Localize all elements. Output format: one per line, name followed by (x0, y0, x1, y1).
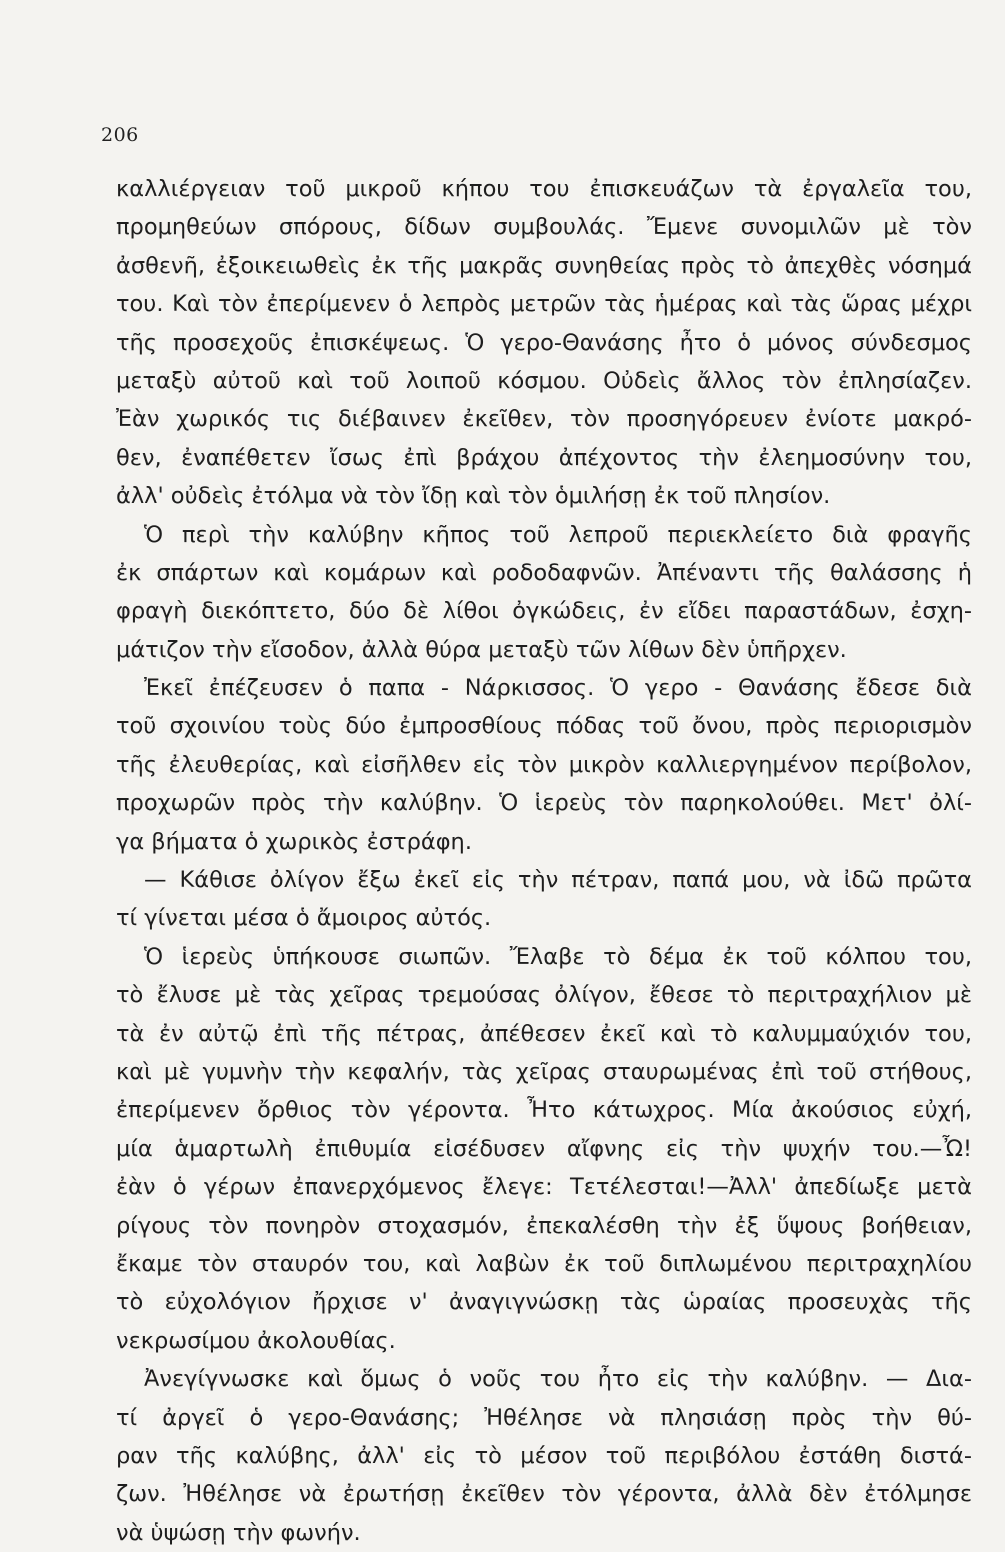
text-line: τῆς ἐλευθερίας, καὶ εἰσῆλθεν εἰς τὸν μικρὸν καλλιεργημένον περίβολον, (116, 751, 972, 778)
text-line: ρίγους τὸν πονηρὸν στοχασμόν, ἐπεκαλέσθη τὴν ἐξ ὕψους βοήθειαν, (116, 1212, 972, 1239)
text-line: ἔκαμε τὸν σταυρόν του, καὶ λαβὼν ἐκ τοῦ διπλωμένου περιτραχηλίου (116, 1250, 972, 1277)
text-line: τοῦ σχοινίου τοὺς δύο ἐμπροσθίους πόδας τοῦ ὄνου, πρὸς περιορισμὸν (116, 713, 972, 740)
text-line: μία ἁμαρτωλὴ ἐπιθυμία εἰσέδυσεν αἴφνης εἰς τὴν ψυχήν του.—Ὦ! (116, 1135, 972, 1162)
text-line: νὰ ὑψώσῃ τὴν φωνήν. (116, 1519, 361, 1546)
text-line: γα βήματα ὁ χωρικὸς ἐστράφη. (116, 828, 472, 855)
text-line: τί ἀργεῖ ὁ γερο-Θανάσης; Ἠθέλησε νὰ πλησιάσῃ πρὸς τὴν θύ- (116, 1404, 972, 1431)
text-line: καλλιέργειαν τοῦ μικροῦ κήπου του ἐπισκευάζων τὰ ἐργαλεῖα του, (116, 176, 972, 202)
text-line: ζων. Ἠθέλησε νὰ ἐρωτήσῃ ἐκεῖθεν τὸν γέροντα, ἀλλὰ δὲν ἐτόλμησε (116, 1481, 972, 1508)
text-line: ἀλλ' οὐδεὶς ἐτόλμα νὰ τὸν ἴδῃ καὶ τὸν ὁμιλήσῃ ἐκ τοῦ πλησίον. (116, 483, 831, 510)
text-line: καὶ μὲ γυμνὴν τὴν κεφαλήν, τὰς χεῖρας σταυρωμένας ἐπὶ τοῦ στήθους, (116, 1058, 972, 1085)
text-line: ἀσθενῆ, ἐξοικειωθεὶς ἐκ τῆς μακρᾶς συνηθείας πρὸς τὸ ἀπεχθὲς νόσημά (116, 252, 972, 279)
text-line: τὸ ἔλυσε μὲ τὰς χεῖρας τρεμούσας ὀλίγον, ἔθεσε τὸ περιτραχήλιον μὲ (116, 982, 972, 1009)
text-line: νεκρωσίμου ἀκολουθίας. (116, 1327, 396, 1354)
text-line: τῆς προσεχοῦς ἐπισκέψεως. Ὁ γερο-Θανάσης ἦτο ὁ μόνος σύνδεσμος (116, 329, 972, 356)
text-line: τὰ ἐν αὐτῷ ἐπὶ τῆς πέτρας, ἀπέθεσεν ἐκεῖ καὶ τὸ καλυμμαύχιόν του, (116, 1020, 972, 1047)
text-line: — Κάθισε ὀλίγον ἔξω ἐκεῖ εἰς τὴν πέτραν, παπά μου, νὰ ἰδῶ πρῶτα (144, 867, 972, 894)
text-line: Ἐὰν χωρικός τις διέβαινεν ἐκεῖθεν, τὸν προσηγόρευεν ἐνίοτε μακρό- (116, 406, 972, 433)
text-line: ἐπερίμενεν ὄρθιος τὸν γέροντα. Ἦτο κάτωχρος. Μία ἀκούσιος εὐχή, (116, 1097, 972, 1124)
text-line: φραγὴ διεκόπτετο, δύο δὲ λίθοι ὀγκώδεις, ἐν εἴδει παραστάδων, ἐσχη- (116, 598, 972, 625)
text-line: Ὁ περὶ τὴν καλύβην κῆπος τοῦ λεπροῦ περιεκλείετο διὰ φραγῆς (144, 521, 972, 548)
text-line: Ἐκεῖ ἐπέζευσεν ὁ παπα - Νάρκισσος. Ὁ γερο - Θανάσης ἔδεσε διὰ (144, 675, 972, 702)
text-line: προχωρῶν πρὸς τὴν καλύβην. Ὁ ἱερεὺς τὸν παρηκολούθει. Μετ' ὀλί- (116, 790, 972, 817)
text-line: ἐὰν ὁ γέρων ἐπανερχόμενος ἔλεγε: Τετέλεσται!—Ἀλλ' ἀπεδίωξε μετὰ (116, 1174, 972, 1201)
text-line: ἐκ σπάρτων καὶ κομάρων καὶ ροδοδαφνῶν. Ἀπέναντι τῆς θαλάσσης ἡ (116, 559, 972, 586)
text-line: τὸ εὐχολόγιον ἤρχισε ν' ἀναγιγνώσκῃ τὰς ὡραίας προσευχὰς τῆς (116, 1289, 972, 1316)
text-line: προμηθεύων σπόρους, δίδων συμβουλάς. Ἔμενε συνομιλῶν μὲ τὸν (116, 214, 972, 241)
body-text (116, 170, 972, 1552)
page-number: 206 (101, 124, 139, 146)
text-line: μάτιζον τὴν εἴσοδον, ἀλλὰ θύρα μεταξὺ τῶν λίθων δὲν ὑπῆρχεν. (116, 636, 847, 663)
text-line: του. Καὶ τὸν ἐπερίμενεν ὁ λεπρὸς μετρῶν τὰς ἡμέρας καὶ τὰς ὥρας μέχρι (116, 291, 972, 318)
text-line: τί γίνεται μέσα ὁ ἄμοιρος αὐτός. (116, 905, 492, 932)
text-line: ραν τῆς καλύβης, ἀλλ' εἰς τὸ μέσον τοῦ περιβόλου ἐστάθη διστά- (116, 1442, 972, 1469)
text-line: Ὁ ἱερεὺς ὑπήκουσε σιωπῶν. Ἔλαβε τὸ δέμα ἐκ τοῦ κόλπου του, (144, 943, 972, 970)
text-line: Ἀνεγίγνωσκε καὶ ὅμως ὁ νοῦς του ἦτο εἰς τὴν καλύβην. — Δια- (144, 1366, 972, 1393)
text-line: μεταξὺ αὐτοῦ καὶ τοῦ λοιποῦ κόσμου. Οὐδεὶς ἄλλος τὸν ἐπλησίαζεν. (116, 367, 972, 394)
text-line: θεν, ἐναπέθετεν ἴσως ἐπὶ βράχου ἀπέχοντος τὴν ἐλεημοσύνην του, (116, 444, 972, 471)
